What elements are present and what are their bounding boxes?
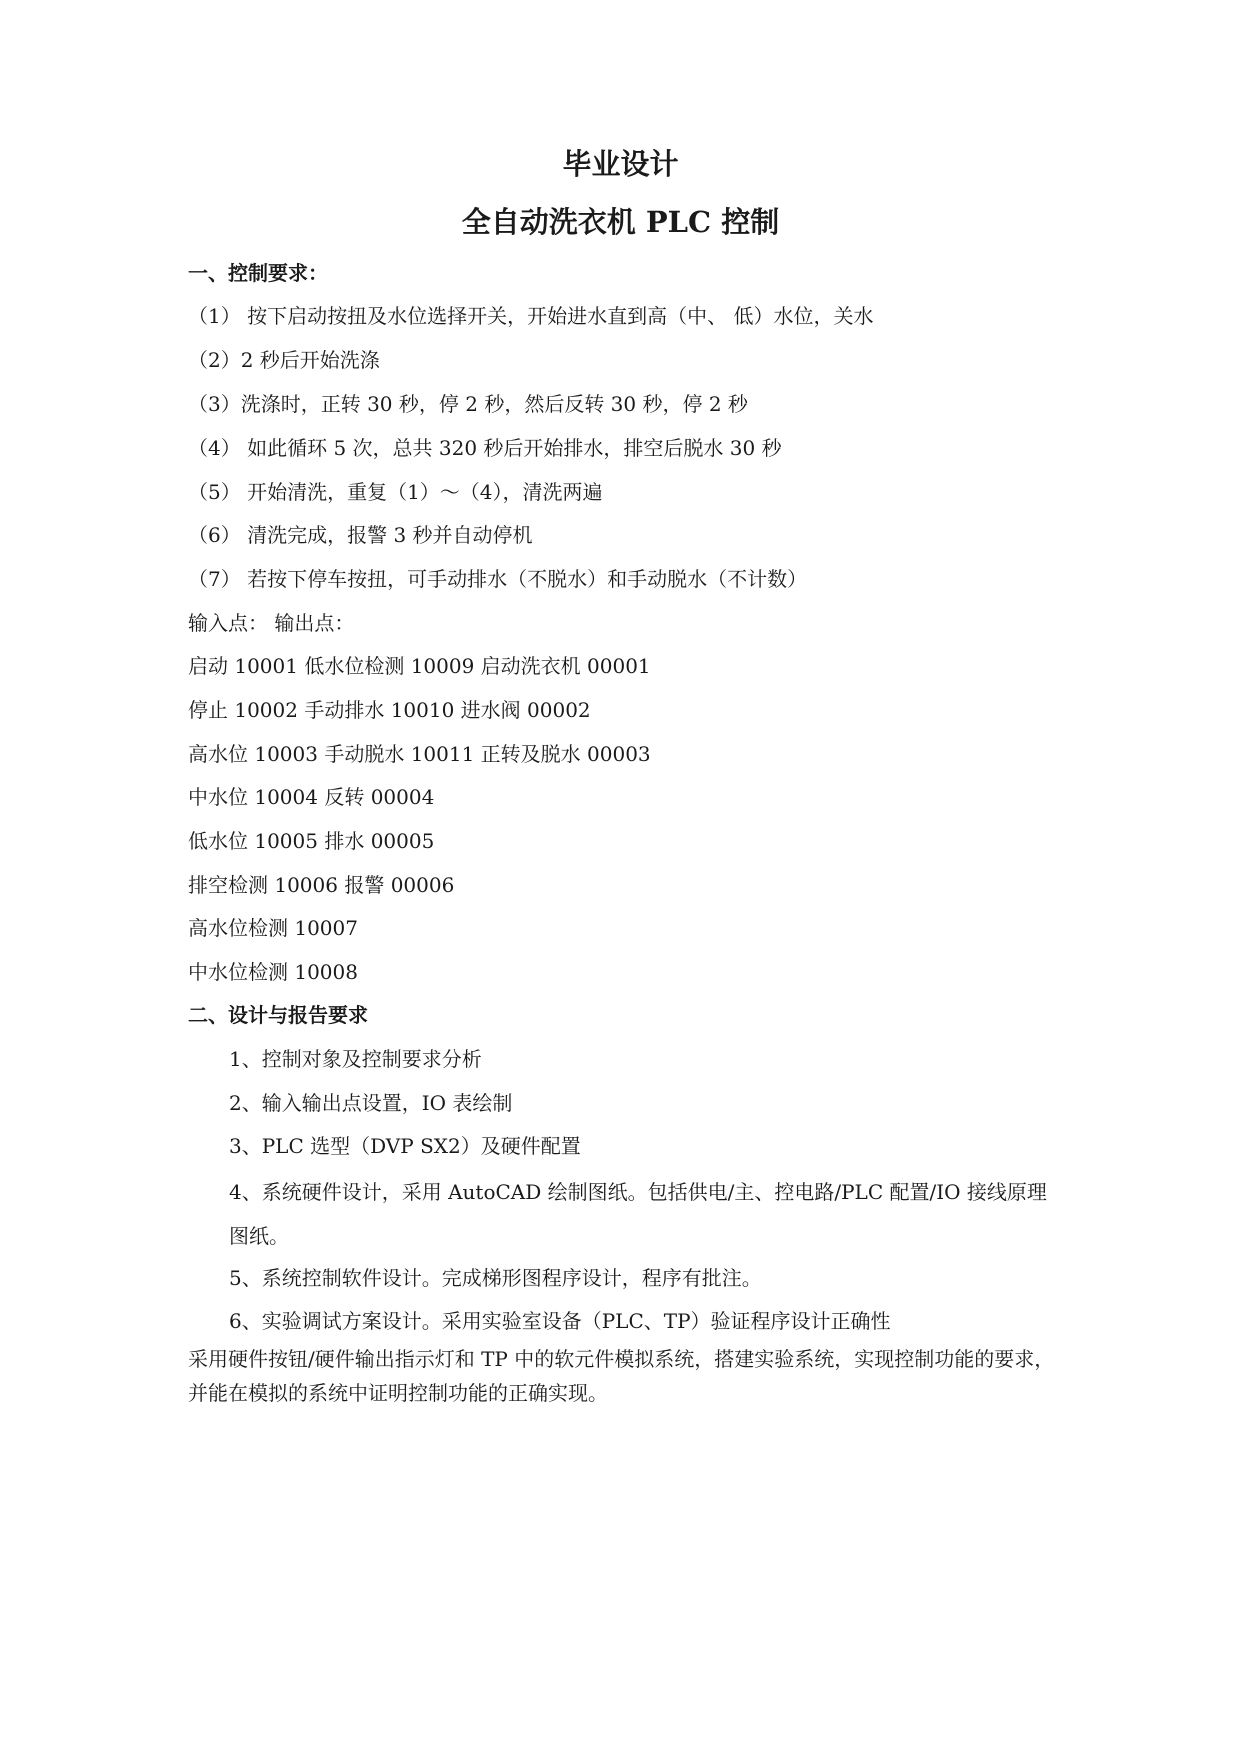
design-item-paragraph bbox=[188, 1170, 1058, 1258]
io-line: 低水位 10005 排水 00005 bbox=[188, 829, 435, 853]
io-line: 中水位检测 10008 bbox=[188, 960, 358, 984]
requirement-item: （6） 清洗完成，报警 3 秒并自动停机 bbox=[188, 523, 533, 547]
io-header: 输入点： 输出点： bbox=[188, 611, 355, 635]
section-heading-control-requirements: 一、控制要求： bbox=[188, 261, 328, 285]
design-item: 6、实验调试方案设计。采用实验室设备（PLC、TP）验证程序设计正确性 bbox=[229, 1309, 891, 1333]
io-line: 高水位检测 10007 bbox=[188, 916, 358, 940]
requirement-item: （2）2 秒后开始洗涤 bbox=[188, 348, 380, 372]
section-heading-design-report: 二、设计与报告要求 bbox=[188, 1003, 368, 1027]
io-line: 启动 10001 低水位检测 10009 启动洗衣机 00001 bbox=[188, 654, 651, 678]
requirement-item: （1） 按下启动按扭及水位选择开关，开始进水直到高（中、 低）水位，关水 bbox=[188, 304, 874, 328]
design-item: 2、输入输出点设置，IO 表绘制 bbox=[229, 1091, 513, 1115]
requirement-item: （3）洗涤时，正转 30 秒，停 2 秒，然后反转 30 秒，停 2 秒 bbox=[188, 392, 748, 416]
design-item: 4、系统硬件设计，采用 AutoCAD 绘制图纸。包括供电/主、控电路/PLC 配置/IO 接线原理图纸。 bbox=[229, 1180, 1047, 1248]
io-line: 中水位 10004 反转 00004 bbox=[188, 785, 435, 809]
io-line: 停止 10002 手动排水 10010 进水阀 00002 bbox=[188, 698, 591, 722]
closing-paragraph: 采用硬件按钮/硬件输出指示灯和 TP 中的软元件模拟系统，搭建实验系统，实现控制功能的要求，并能在模拟的系统中证明控制功能的正确实现。 bbox=[188, 1347, 1055, 1405]
requirement-item: （4） 如此循环 5 次，总共 320 秒后开始排水，排空后脱水 30 秒 bbox=[188, 436, 782, 460]
io-line: 高水位 10003 手动脱水 10011 正转及脱水 00003 bbox=[188, 742, 651, 766]
design-item: 1、控制对象及控制要求分析 bbox=[229, 1047, 482, 1071]
requirement-item: （7） 若按下停车按扭，可手动排水（不脱水）和手动脱水（不计数） bbox=[188, 567, 808, 591]
document-title: 毕业设计 bbox=[562, 147, 679, 181]
design-item: 3、PLC 选型（DVP SX2）及硬件配置 bbox=[229, 1134, 581, 1158]
document-subtitle: 全自动洗衣机 PLC 控制 bbox=[461, 205, 780, 239]
requirement-item: （5） 开始清洗，重复（1）～（4），清洗两遍 bbox=[188, 480, 603, 504]
design-item: 5、系统控制软件设计。完成梯形图程序设计，程序有批注。 bbox=[229, 1266, 762, 1290]
io-line: 排空检测 10006 报警 00006 bbox=[188, 873, 455, 897]
